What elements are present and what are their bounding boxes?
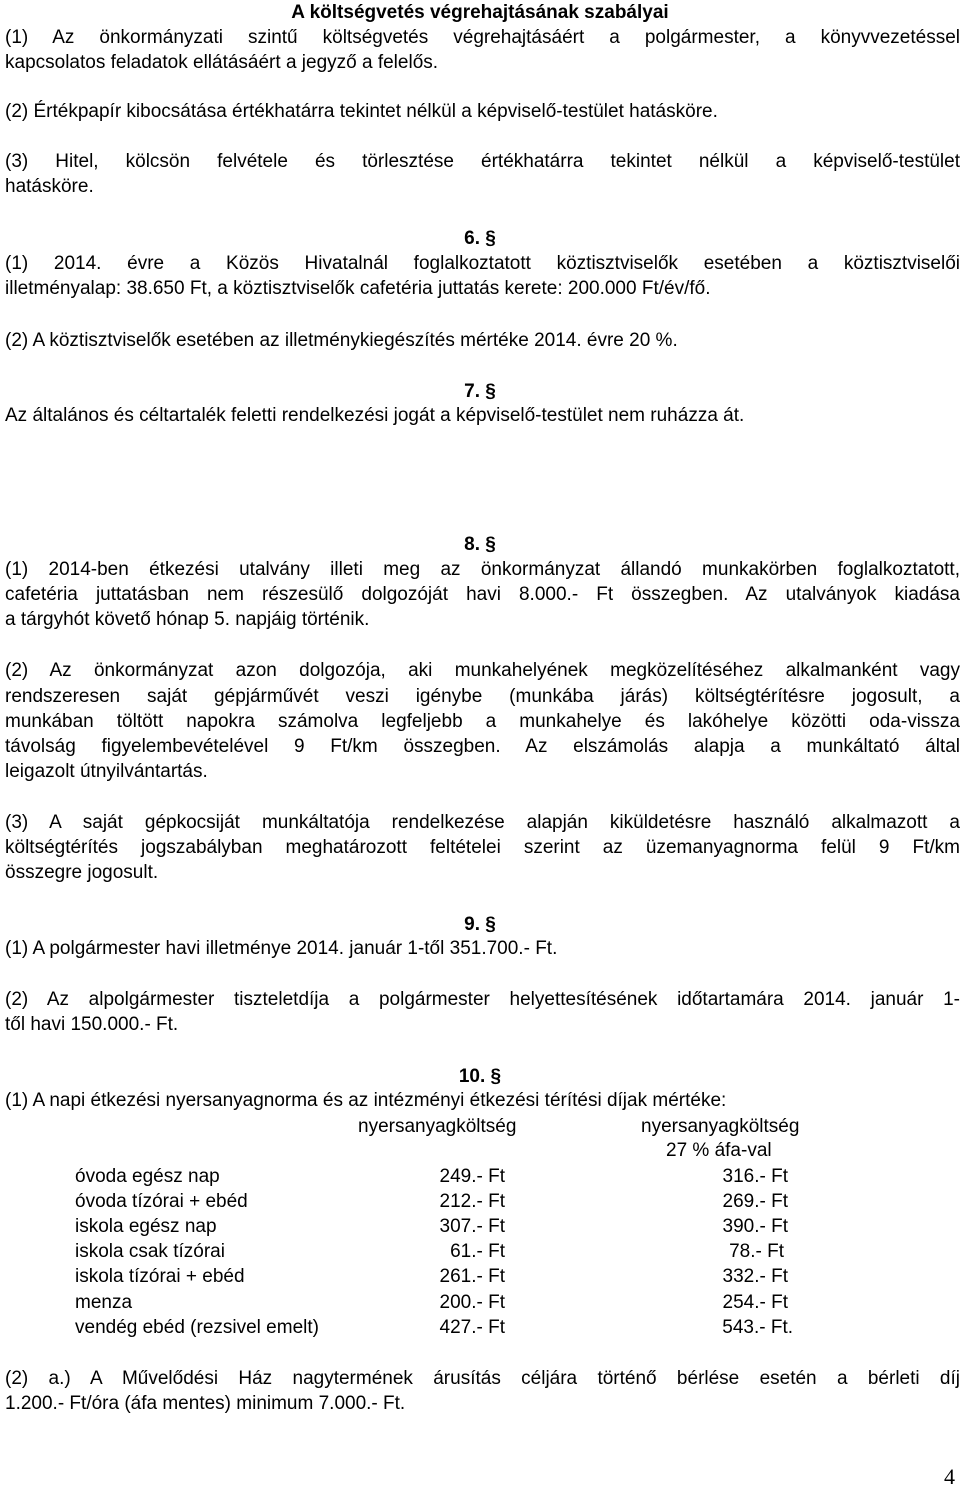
sec5-p3-line2: hatásköre. xyxy=(5,176,94,197)
table-row xyxy=(0,1264,960,1289)
row-name: iskola egész nap xyxy=(75,1216,217,1237)
row-cost-with-vat: 269.- Ft xyxy=(722,1191,788,1212)
row-name: óvoda egész nap xyxy=(75,1166,220,1187)
page-title: A költségvetés végrehajtásának szabályai xyxy=(291,2,669,23)
row-name: óvoda tízórai + ebéd xyxy=(75,1191,248,1212)
row-raw-cost: 249.- Ft xyxy=(439,1166,505,1187)
sec7-heading: 7. § xyxy=(464,381,496,402)
sec6-heading: 6. § xyxy=(464,228,496,249)
sec8-p2-line3: munkában töltött napokra számolva legfeljebb a munkahelye és lakóhelye közötti oda-vissza xyxy=(5,711,960,732)
row-cost-with-vat: 332.- Ft xyxy=(722,1266,788,1287)
sec6-p2: (2) A köztisztviselők esetében az illetménykiegészítés mértéke 2014. évre 20 %. xyxy=(5,330,678,351)
fee-table-col2-header: nyersanyagköltség xyxy=(641,1116,800,1137)
sec8-p2-line1: (2) Az önkormányzat azon dolgozója, aki munkahelyének megközelítéséhez alkalmanként vagy xyxy=(5,660,960,681)
sec5-p3-line1: (3) Hitel, kölcsön felvétele és törlesztése értékhatárra tekintet nélkül a képviselő-testület xyxy=(5,151,960,172)
sec5-p1-line2: kapcsolatos feladatok ellátásáért a jegyző a felelős. xyxy=(5,52,439,73)
row-raw-cost: 261.- Ft xyxy=(439,1266,505,1287)
table-row xyxy=(0,1315,960,1340)
fee-table-col2-header-vat: 27 % áfa-val xyxy=(666,1140,772,1161)
sec8-p1-line1: (1) 2014-ben étkezési utalvány illeti meg az önkormányzat állandó munkakörben foglalkoztatott, xyxy=(5,559,960,580)
row-raw-cost: 307.- Ft xyxy=(439,1216,505,1237)
sec8-p2-line5: leigazolt útnyilvántartás. xyxy=(5,761,208,782)
fee-table-col1-header: nyersanyagköltség xyxy=(358,1116,517,1137)
table-row xyxy=(0,1290,960,1315)
row-cost-with-vat: 316.- Ft xyxy=(722,1166,788,1187)
sec10-p2-line1: (2) a.) A Művelődési Ház nagytermének árusítás céljára történő bérlése esetén a bérleti díj xyxy=(5,1368,960,1389)
sec6-p1-line1: (1) 2014. évre a Közös Hivatalnál foglalkoztatott köztisztviselők esetében a köztisztviselői xyxy=(5,253,960,274)
row-name: iskola csak tízórai xyxy=(75,1241,225,1262)
row-raw-cost: 427.- Ft xyxy=(439,1317,505,1338)
sec8-p2-line2: rendszeresen saját gépjárművét veszi igénybe (munkába járás) költségtérítésre jogosult, a xyxy=(5,686,960,707)
row-cost-with-vat: 254.- Ft xyxy=(722,1292,788,1313)
row-raw-cost: 61.- Ft xyxy=(450,1241,505,1262)
row-raw-cost: 200.- Ft xyxy=(439,1292,505,1313)
row-cost-with-vat: 390.- Ft xyxy=(722,1216,788,1237)
sec8-p1-line3: a tárgyhót követő hónap 5. napjáig történik. xyxy=(5,609,370,630)
sec8-p1-line2: cafetéria juttatásban nem részesülő dolgozóját havi 8.000.- Ft összegben. Az utalványok kiadása xyxy=(5,584,960,605)
sec6-p1-line2: illetményalap: 38.650 Ft, a köztisztviselők cafetéria juttatás kerete: 200.000 Ft/év/fő. xyxy=(5,278,711,299)
sec9-p2-line1: (2) Az alpolgármester tiszteletdíja a polgármester helyettesítésének időtartamára 2014. január 1- xyxy=(5,989,960,1010)
sec8-p3-line2: költségtérítés jogszabályban meghatározott feltételei szerint az üzemanyagnorma felül 9 Ft/km xyxy=(5,837,960,858)
sec9-p2-line2: től havi 150.000.- Ft. xyxy=(5,1014,179,1035)
row-cost-with-vat: 78.- Ft xyxy=(729,1241,784,1262)
sec8-p3-line3: összegre jogosult. xyxy=(5,862,159,883)
table-row xyxy=(0,1239,960,1264)
row-name: vendég ebéd (rezsivel emelt) xyxy=(75,1317,319,1338)
row-name: iskola tízórai + ebéd xyxy=(75,1266,245,1287)
sec8-p2-line4: távolság figyelembevételével 9 Ft/km összegben. Az elszámolás alapja a munkáltató által xyxy=(5,736,960,757)
sec9-heading: 9. § xyxy=(464,914,496,935)
row-name: menza xyxy=(75,1292,133,1313)
table-row xyxy=(0,1214,960,1239)
page-number: 4 xyxy=(944,1464,955,1489)
sec10-p1: (1) A napi étkezési nyersanyagnorma és az intézményi étkezési térítési díjak mértéke: xyxy=(5,1090,727,1111)
table-row xyxy=(0,1164,960,1189)
sec8-heading: 8. § xyxy=(464,534,496,555)
sec5-p2: (2) Értékpapír kibocsátása értékhatárra tekintet nélkül a képviselő-testület hatásköre. xyxy=(5,101,718,122)
sec5-p1-line1: (1) Az önkormányzati szintű költségvetés végrehajtásáért a polgármester, a könyvvezetéssel xyxy=(5,27,960,48)
sec8-p3-line1: (3) A saját gépkocsiját munkáltatója rendelkezése alapján kiküldetésre használó alkalmazott a xyxy=(5,812,960,833)
table-row xyxy=(0,1189,960,1214)
sec10-p2-line2: 1.200.- Ft/óra (áfa mentes) minimum 7.000.- Ft. xyxy=(5,1393,406,1414)
row-raw-cost: 212.- Ft xyxy=(439,1191,505,1212)
sec9-p1: (1) A polgármester havi illetménye 2014. január 1-től 351.700.- Ft. xyxy=(5,938,558,959)
sec7-p1: Az általános és céltartalék feletti rendelkezési jogát a képviselő-testület nem ruházza át. xyxy=(5,405,745,426)
sec10-heading: 10. § xyxy=(458,1066,502,1087)
row-cost-with-vat: 543.- Ft. xyxy=(722,1317,793,1338)
